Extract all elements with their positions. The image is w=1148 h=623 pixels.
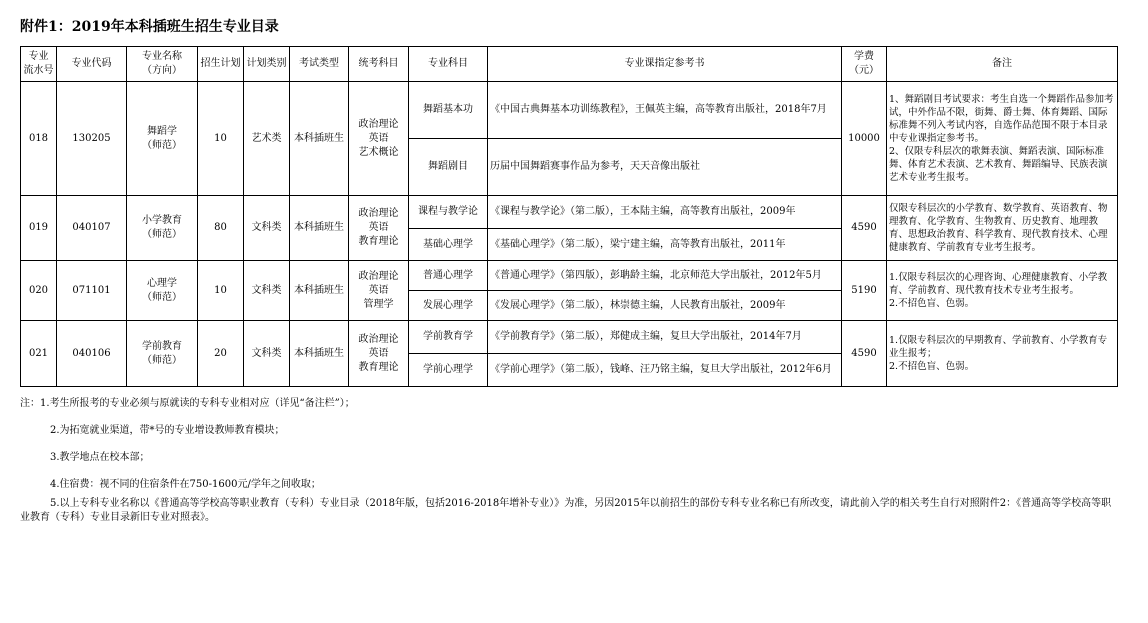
unified-subjects-cell: 政治理论 英语 艺术概论 xyxy=(349,82,409,196)
reference-book-cell: 历届中国舞蹈赛事作品为参考，天天音像出版社 xyxy=(488,139,842,196)
plan-cell: 10 xyxy=(198,82,244,196)
code-cell: 071101 xyxy=(57,261,127,321)
unified-subjects-cell: 政治理论 英语 教育理论 xyxy=(349,196,409,261)
category-cell: 文科类 xyxy=(244,321,290,387)
table-row xyxy=(21,321,1118,354)
reference-book-cell: 《普通心理学》（第四版），彭聃龄主编，北京师范大学出版社，2012年5月 xyxy=(488,261,842,291)
notes-cell: 1.仅限专科层次的心理咨询、心理健康教育、小学教育、学前教育、现代教育技术专业考生报考。 2.不招色盲、色弱。 xyxy=(887,261,1118,321)
header-unified-subjects: 统考科目 xyxy=(349,47,409,82)
table-row xyxy=(21,82,1118,139)
tuition-cell: 10000 xyxy=(842,82,887,196)
code-cell: 130205 xyxy=(57,82,127,196)
table-header-row xyxy=(21,47,1118,82)
category-cell: 艺术类 xyxy=(244,82,290,196)
subject-cell: 学前心理学 xyxy=(409,354,488,387)
reference-book-cell: 《中国古典舞基本功训练教程》，王佩英主编，高等教育出版社，2018年7月 xyxy=(488,82,842,139)
header-reference-book: 专业课指定参考书 xyxy=(488,47,842,82)
tuition-cell: 5190 xyxy=(842,261,887,321)
exam-type-cell: 本科插班生 xyxy=(290,196,349,261)
header-subjects: 专业科目 xyxy=(409,47,488,82)
seq-cell: 018 xyxy=(21,82,57,196)
footnote: 5.以上专科专业名称以《普通高等学校高等职业教育（专科）专业目录（2018年版，包括2016-2018年增补专业）》为准，另因2015年以前招生的部份专科专业名称已有所改变，请此前入学的相关考生自行对照附件2：《普通高等学校高等职业教育（专科）专业目录新旧专业对照表》。 xyxy=(20,498,1112,523)
tuition-cell: 4590 xyxy=(842,321,887,387)
code-cell: 040106 xyxy=(57,321,127,387)
footnote: 3.教学地点在校本部； xyxy=(50,452,150,463)
subject-cell: 普通心理学 xyxy=(409,261,488,291)
subject-cell: 发展心理学 xyxy=(409,291,488,321)
tuition-cell: 4590 xyxy=(842,196,887,261)
notes-cell: 1.仅限专科层次的早期教育、学前教育、小学教育专业生报考； 2.不招色盲、色弱。 xyxy=(887,321,1118,387)
major-catalog-table xyxy=(20,46,1118,387)
reference-book-cell: 《课程与教学论》（第二版），王本陆主编，高等教育出版社，2009年 xyxy=(488,196,842,229)
page-title: 附件1：2019年本科插班生招生专业目录 xyxy=(20,19,279,35)
seq-cell: 020 xyxy=(21,261,57,321)
major-cell: 小学教育 （师范） xyxy=(127,196,198,261)
table-row xyxy=(21,196,1118,229)
notes-cell: 1、舞蹈剧目考试要求：考生自选一个舞蹈作品参加考试，中外作品不限，街舞、爵士舞、体育舞蹈、国际标准舞不列入考试内容，自选作品范围不限于本目录中专业课指定参考书。 2、仅限专科层次的歌舞表演、舞蹈表演、国际标准舞、体育艺术表演、艺术教育、舞蹈编导、民族表演艺术专业考生报考。 xyxy=(887,82,1118,196)
reference-book-cell: 《学前心理学》（第二版），钱峰、汪乃铭主编，复旦大学出版社，2012年6月 xyxy=(488,354,842,387)
major-cell: 舞蹈学 （师范） xyxy=(127,82,198,196)
subject-cell: 基础心理学 xyxy=(409,229,488,261)
header-plan: 招生计划 xyxy=(198,47,244,82)
category-cell: 文科类 xyxy=(244,196,290,261)
exam-type-cell: 本科插班生 xyxy=(290,321,349,387)
subject-cell: 舞蹈剧目 xyxy=(409,139,488,196)
header-exam-type: 考试类型 xyxy=(290,47,349,82)
seq-cell: 021 xyxy=(21,321,57,387)
unified-subjects-cell: 政治理论 英语 管理学 xyxy=(349,261,409,321)
notes-cell: 仅限专科层次的小学教育、数学教育、英语教育、物理教育、化学教育、生物教育、历史教育、地理教育、思想政治教育、科学教育、现代教育技术、心理健康教育、学前教育专业考生报考。 xyxy=(887,196,1118,261)
header-seq: 专业 流水号 xyxy=(21,47,57,82)
category-cell: 文科类 xyxy=(244,261,290,321)
header-notes: 备注 xyxy=(887,47,1118,82)
reference-book-cell: 《基础心理学》（第二版），梁宁建主编，高等教育出版社，2011年 xyxy=(488,229,842,261)
major-cell: 心理学 （师范） xyxy=(127,261,198,321)
footnotes xyxy=(20,397,1120,525)
major-cell: 学前教育 （师范） xyxy=(127,321,198,387)
footnote: 注：1.考生所报考的专业必须与原就读的专科专业相对应（详见“备注栏”）； xyxy=(20,398,355,409)
plan-cell: 20 xyxy=(198,321,244,387)
subject-cell: 学前教育学 xyxy=(409,321,488,354)
seq-cell: 019 xyxy=(21,196,57,261)
reference-book-cell: 《学前教育学》（第二版），郑健成主编，复旦大学出版社，2014年7月 xyxy=(488,321,842,354)
header-major: 专业名称 （方向） xyxy=(127,47,198,82)
plan-cell: 80 xyxy=(198,196,244,261)
header-tuition: 学费 （元） xyxy=(842,47,887,82)
table-row xyxy=(21,261,1118,291)
footnote: 4.住宿费：视不同的住宿条件在750-1600元/学年之间收取； xyxy=(50,479,321,490)
header-code: 专业代码 xyxy=(57,47,127,82)
header-category: 计划类别 xyxy=(244,47,290,82)
plan-cell: 10 xyxy=(198,261,244,321)
subject-cell: 舞蹈基本功 xyxy=(409,82,488,139)
footnote: 2.为拓宽就业渠道，带*号的专业增设教师教育模块； xyxy=(50,425,285,436)
reference-book-cell: 《发展心理学》（第二版），林崇德主编，人民教育出版社，2009年 xyxy=(488,291,842,321)
subject-cell: 课程与教学论 xyxy=(409,196,488,229)
exam-type-cell: 本科插班生 xyxy=(290,82,349,196)
code-cell: 040107 xyxy=(57,196,127,261)
unified-subjects-cell: 政治理论 英语 教育理论 xyxy=(349,321,409,387)
exam-type-cell: 本科插班生 xyxy=(290,261,349,321)
